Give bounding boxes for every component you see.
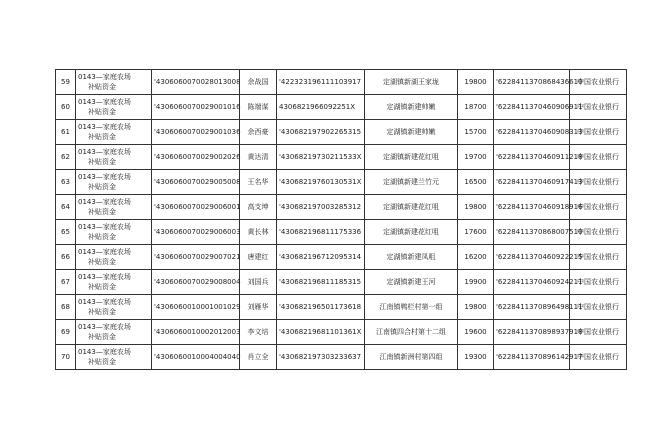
amount-cell — [458, 145, 494, 170]
table-row — [56, 295, 627, 320]
account-code-cell — [152, 245, 240, 270]
bank-name: 中国农业银行 — [577, 103, 619, 111]
id-number-cell — [277, 70, 365, 95]
row-number: 67 — [61, 278, 70, 286]
id-number: '430682197003285312 — [279, 203, 362, 211]
project-code: 0143—家庭农场 — [78, 223, 131, 231]
bank-name: 中国农业银行 — [577, 253, 619, 261]
project-cell — [76, 145, 152, 170]
project-code: 0143—家庭农场 — [78, 323, 131, 331]
row-number: 62 — [61, 153, 70, 161]
address: 定湖镇新湖王家垅 — [383, 78, 439, 86]
address-cell — [365, 220, 458, 245]
row-number-cell — [56, 245, 76, 270]
row-number: 65 — [61, 228, 70, 236]
project-cell — [76, 245, 152, 270]
account-code-cell — [152, 320, 240, 345]
row-number-cell — [56, 70, 76, 95]
project-type: 补贴资金 — [88, 233, 116, 241]
project-cell — [76, 95, 152, 120]
card-number: '6228411370460908313 — [496, 128, 583, 136]
project-cell — [76, 270, 152, 295]
amount-cell — [458, 95, 494, 120]
row-number-cell — [56, 170, 76, 195]
row-number: 63 — [61, 178, 70, 186]
account-code: '4306060070029008004 — [154, 278, 241, 286]
account-code: '4306060010001001029 — [154, 303, 241, 311]
card-number: '6228411370896142917 — [496, 353, 583, 361]
table-row — [56, 70, 627, 95]
bank-name: 中国农业银行 — [577, 128, 619, 136]
project-type: 补贴资金 — [88, 133, 116, 141]
recipient-name: 唐建红 — [247, 253, 269, 261]
account-code-cell — [152, 70, 240, 95]
address-cell — [365, 245, 458, 270]
id-number: '43068219681101361X — [279, 328, 362, 336]
bank-cell — [570, 220, 627, 245]
row-number-cell — [56, 120, 76, 145]
address-cell — [365, 120, 458, 145]
amount-cell — [458, 245, 494, 270]
recipient-name: 刘雁华 — [247, 303, 269, 311]
name-cell — [240, 245, 277, 270]
amount-cell — [458, 295, 494, 320]
card-number: '6228411370868007510 — [496, 228, 583, 236]
address-cell — [365, 320, 458, 345]
id-number: '43068219760130531X — [279, 178, 362, 186]
account-code: '4306060010002012003 — [154, 328, 241, 336]
account-code: '4306060070029007021 — [154, 253, 241, 261]
account-code: '4306060070029006003 — [154, 228, 241, 236]
id-number: '430682196712095314 — [279, 253, 362, 261]
address: 江南镇新洲村第四组 — [379, 353, 443, 361]
bank-name: 中国农业银行 — [577, 303, 619, 311]
row-number-cell — [56, 345, 76, 370]
row-number-cell — [56, 220, 76, 245]
id-number: '43068219730211533X — [279, 153, 362, 161]
bank-cell — [570, 145, 627, 170]
card-number-cell — [494, 245, 583, 270]
project-cell — [76, 295, 152, 320]
card-number-cell — [494, 170, 583, 195]
card-number: '6228411370460924211 — [496, 278, 583, 286]
id-number-cell — [277, 295, 365, 320]
card-number: '6228411370898937918 — [496, 328, 583, 336]
row-number-cell — [56, 145, 76, 170]
address-cell — [365, 145, 458, 170]
address-cell — [365, 95, 458, 120]
name-cell — [240, 345, 277, 370]
project-cell — [76, 320, 152, 345]
recipient-name: 李文培 — [247, 328, 269, 336]
table-row — [56, 95, 627, 120]
name-cell — [240, 295, 277, 320]
recipient-name: 高支坤 — [247, 203, 269, 211]
recipient-name: 黄达清 — [247, 153, 269, 161]
card-number: '6228411370460911218 — [496, 153, 583, 161]
row-number-cell — [56, 95, 76, 120]
account-code-cell — [152, 345, 240, 370]
id-number-cell — [277, 345, 365, 370]
project-code: 0143—家庭农场 — [78, 98, 131, 106]
amount: 18700 — [464, 103, 487, 111]
account-code-cell — [152, 270, 240, 295]
project-cell — [76, 195, 152, 220]
project-code: 0143—家庭农场 — [78, 148, 131, 156]
bank-name: 中国农业银行 — [577, 353, 619, 361]
card-number: '6228411370460922215 — [496, 253, 583, 261]
recipient-name: 陈端谋 — [247, 103, 269, 111]
bank-cell — [570, 95, 627, 120]
bank-name: 中国农业银行 — [577, 228, 619, 236]
recipient-name: 王名华 — [247, 178, 269, 186]
bank-name: 中国农业银行 — [577, 178, 619, 186]
bank-cell — [570, 245, 627, 270]
id-number-cell — [277, 120, 365, 145]
id-number: '430682197902265315 — [279, 128, 362, 136]
bank-cell — [570, 345, 627, 370]
project-cell — [76, 170, 152, 195]
address: 江南镇鸭栏村第一组 — [379, 303, 443, 311]
address: 定湖镇新建兰竹元 — [383, 178, 439, 186]
amount: 19300 — [464, 353, 487, 361]
project-cell — [76, 70, 152, 95]
name-cell — [240, 195, 277, 220]
amount-cell — [458, 195, 494, 220]
address: 定湖镇新建花红咀 — [383, 203, 439, 211]
project-type: 补贴资金 — [88, 158, 116, 166]
amount-cell — [458, 70, 494, 95]
table-row — [56, 245, 627, 270]
account-code: '4306060070028013008 — [154, 78, 241, 86]
project-cell — [76, 120, 152, 145]
bank-cell — [570, 120, 627, 145]
id-number: '430682196811185315 — [279, 278, 362, 286]
address-cell — [365, 170, 458, 195]
project-type: 补贴资金 — [88, 308, 116, 316]
address: 定湖镇新建花红咀 — [383, 228, 439, 236]
row-number: 64 — [61, 203, 70, 211]
amount-cell — [458, 320, 494, 345]
bank-name: 中国农业银行 — [577, 153, 619, 161]
bank-cell — [570, 70, 627, 95]
amount: 15700 — [464, 128, 487, 136]
card-number: '6228411370460917413 — [496, 178, 583, 186]
card-number-cell — [494, 220, 583, 245]
id-number-cell — [277, 195, 365, 220]
project-code: 0143—家庭农场 — [78, 123, 131, 131]
address: 定湖镇新建凤咀 — [386, 253, 436, 261]
amount-cell — [458, 270, 494, 295]
id-number-cell — [277, 320, 365, 345]
id-number: '430682197303233637 — [279, 353, 362, 361]
project-cell — [76, 345, 152, 370]
table-row — [56, 270, 627, 295]
account-code-cell — [152, 170, 240, 195]
name-cell — [240, 120, 277, 145]
row-number: 69 — [61, 328, 70, 336]
card-number: '6228411370460918916 — [496, 203, 583, 211]
table-row — [56, 120, 627, 145]
id-number: '422323196111103917 — [279, 78, 362, 86]
amount: 16500 — [464, 178, 487, 186]
id-number-cell — [277, 170, 365, 195]
card-number: '6228411370896498111 — [496, 303, 583, 311]
recipient-name: 刘国兵 — [247, 278, 269, 286]
bank-cell — [570, 170, 627, 195]
bank-name: 中国农业银行 — [577, 328, 619, 336]
address: 定湖镇新建王河 — [386, 278, 436, 286]
id-number: '430682196811175336 — [279, 228, 362, 236]
project-code: 0143—家庭农场 — [78, 348, 131, 356]
id-number: 430682196609225​1X — [279, 103, 356, 111]
name-cell — [240, 170, 277, 195]
row-number: 60 — [61, 103, 70, 111]
card-number-cell — [494, 120, 583, 145]
account-code-cell — [152, 145, 240, 170]
account-code: '4306060070029006001 — [154, 203, 241, 211]
project-code: 0143—家庭农场 — [78, 298, 131, 306]
amount: 19800 — [464, 303, 487, 311]
address-cell — [365, 270, 458, 295]
amount-cell — [458, 345, 494, 370]
project-type: 补贴资金 — [88, 258, 116, 266]
subsidy-table — [55, 69, 627, 370]
bank-cell — [570, 320, 627, 345]
row-number-cell — [56, 320, 76, 345]
card-number: '6228411370868436610 — [496, 78, 583, 86]
address: 江南镇四合村第十二组 — [376, 328, 446, 336]
id-number-cell — [277, 270, 365, 295]
bank-name: 中国农业银行 — [577, 78, 619, 86]
row-number: 68 — [61, 303, 70, 311]
project-code: 0143—家庭农场 — [78, 73, 131, 81]
project-cell — [76, 220, 152, 245]
table-row — [56, 170, 627, 195]
address-cell — [365, 295, 458, 320]
bank-cell — [570, 295, 627, 320]
account-code: '4306060070029005008 — [154, 178, 241, 186]
amount: 17600 — [464, 228, 487, 236]
name-cell — [240, 95, 277, 120]
table-row — [56, 145, 627, 170]
card-number: '6228411370460906911 — [496, 103, 583, 111]
name-cell — [240, 70, 277, 95]
recipient-name: 黄长林 — [247, 228, 269, 236]
table-row — [56, 345, 627, 370]
amount: 19600 — [464, 328, 487, 336]
address: 定湖镇新建帅嫩 — [386, 128, 436, 136]
name-cell — [240, 270, 277, 295]
amount: 19800 — [464, 203, 487, 211]
account-code-cell — [152, 120, 240, 145]
id-number-cell — [277, 220, 365, 245]
row-number: 59 — [61, 78, 70, 86]
project-code: 0143—家庭农场 — [78, 173, 131, 181]
row-number-cell — [56, 270, 76, 295]
row-number-cell — [56, 195, 76, 220]
project-type: 补贴资金 — [88, 108, 116, 116]
account-code-cell — [152, 95, 240, 120]
name-cell — [240, 220, 277, 245]
bank-name: 中国农业银行 — [577, 278, 619, 286]
amount: 19900 — [464, 278, 487, 286]
address: 定湖镇新建花红咀 — [383, 153, 439, 161]
amount: 19700 — [464, 153, 487, 161]
account-code: '4306060070029001016 — [154, 103, 241, 111]
address-cell — [365, 70, 458, 95]
project-type: 补贴资金 — [88, 333, 116, 341]
card-number-cell — [494, 70, 583, 95]
card-number-cell — [494, 345, 583, 370]
card-number-cell — [494, 320, 583, 345]
project-code: 0143—家庭农场 — [78, 273, 131, 281]
account-code-cell — [152, 295, 240, 320]
row-number: 70 — [61, 353, 70, 361]
project-type: 补贴资金 — [88, 358, 116, 366]
bank-name: 中国农业银行 — [577, 203, 619, 211]
project-type: 补贴资金 — [88, 283, 116, 291]
id-number-cell — [277, 145, 365, 170]
amount: 16200 — [464, 253, 487, 261]
project-type: 补贴资金 — [88, 208, 116, 216]
account-code-cell — [152, 220, 240, 245]
bank-cell — [570, 270, 627, 295]
card-number-cell — [494, 195, 583, 220]
table-row — [56, 320, 627, 345]
name-cell — [240, 320, 277, 345]
project-type: 补贴资金 — [88, 83, 116, 91]
address-cell — [365, 195, 458, 220]
id-number-cell — [277, 95, 365, 120]
card-number-cell — [494, 295, 583, 320]
amount: 19800 — [464, 78, 487, 86]
id-number-cell — [277, 245, 365, 270]
address-cell — [365, 345, 458, 370]
id-number: '430682196501173618 — [279, 303, 362, 311]
row-number: 61 — [61, 128, 70, 136]
card-number-cell — [494, 270, 583, 295]
account-code: '4306060070029002026 — [154, 153, 241, 161]
amount-cell — [458, 170, 494, 195]
amount-cell — [458, 220, 494, 245]
project-type: 补贴资金 — [88, 183, 116, 191]
recipient-name: 余战国 — [247, 78, 269, 86]
card-number-cell — [494, 95, 583, 120]
recipient-name: 肖立全 — [247, 353, 269, 361]
recipient-name: 余西豪 — [247, 128, 269, 136]
project-code: 0143—家庭农场 — [78, 248, 131, 256]
table-row — [56, 220, 627, 245]
account-code: '4306060010004004040 — [154, 353, 241, 361]
bank-cell — [570, 195, 627, 220]
amount-cell — [458, 120, 494, 145]
row-number-cell — [56, 295, 76, 320]
table-row — [56, 195, 627, 220]
account-code-cell — [152, 195, 240, 220]
address: 定湖镇新建帅嫩 — [386, 103, 436, 111]
row-number: 66 — [61, 253, 70, 261]
project-code: 0143—家庭农场 — [78, 198, 131, 206]
card-number-cell — [494, 145, 583, 170]
account-code: '4306060070029001036 — [154, 128, 241, 136]
name-cell — [240, 145, 277, 170]
